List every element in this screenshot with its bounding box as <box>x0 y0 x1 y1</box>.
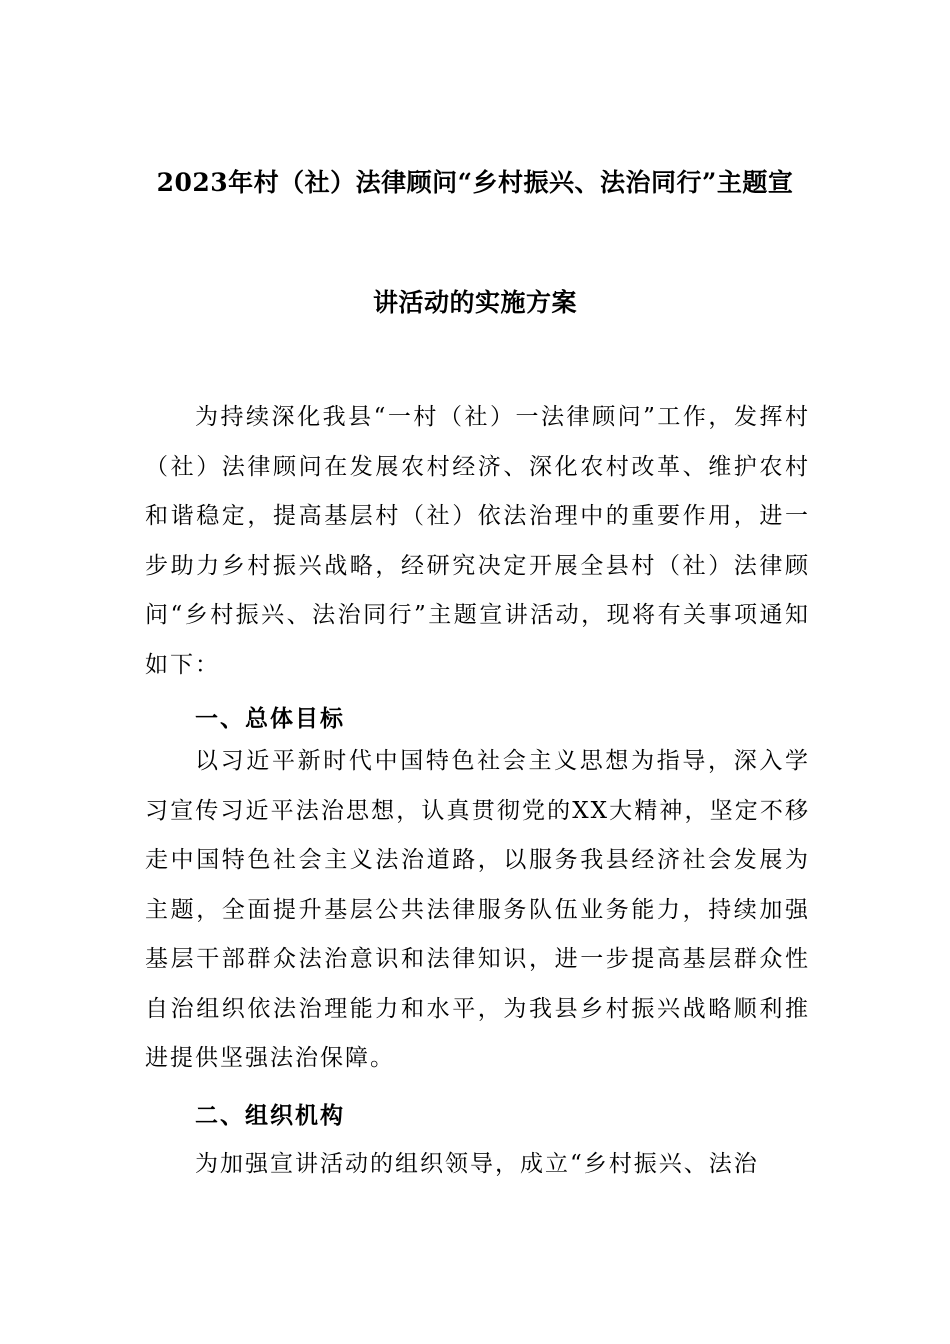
document-title-line-2: 讲活动的实施方案 <box>372 288 577 317</box>
section-heading-organization: 二、组织机构 <box>195 1102 345 1129</box>
intro-paragraph: 为持续深化我县“一村（社）一法律顾问”工作，发挥村（社）法律顾问在发展农村经济、深化农村改革、维护农村和谐稳定，提高基层村（社）依法治理中的重要作用，进一步助力乡村振兴战略，经研究决定开展全县村（社）法律顾问“乡村振兴、法治同行”主题宣讲活动，现将有关事项通知如下： <box>145 404 810 678</box>
section-heading-overall-goal: 一、总体目标 <box>195 705 345 732</box>
overall-goal-paragraph: 以习近平新时代中国特色社会主义思想为指导，深入学习宣传习近平法治思想，认真贯彻党的XX大精神，坚定不移走中国特色社会主义法治道路，以服务我县经济社会发展为主题，全面提升基层公共法律服务队伍业务能力，持续加强基层干部群众法治意识和法律知识，进一步提高基层群众性自治组织依法治理能力和水平，为我县乡村振兴战略顺利推进提供坚强法治保障。 <box>145 748 810 1071</box>
document-title-line-1: 2023年村（社）法律顾问“乡村振兴、法治同行”主题宣 <box>156 168 794 197</box>
organization-paragraph: 为加强宣讲活动的组织领导，成立“乡村振兴、法治 <box>195 1151 759 1177</box>
